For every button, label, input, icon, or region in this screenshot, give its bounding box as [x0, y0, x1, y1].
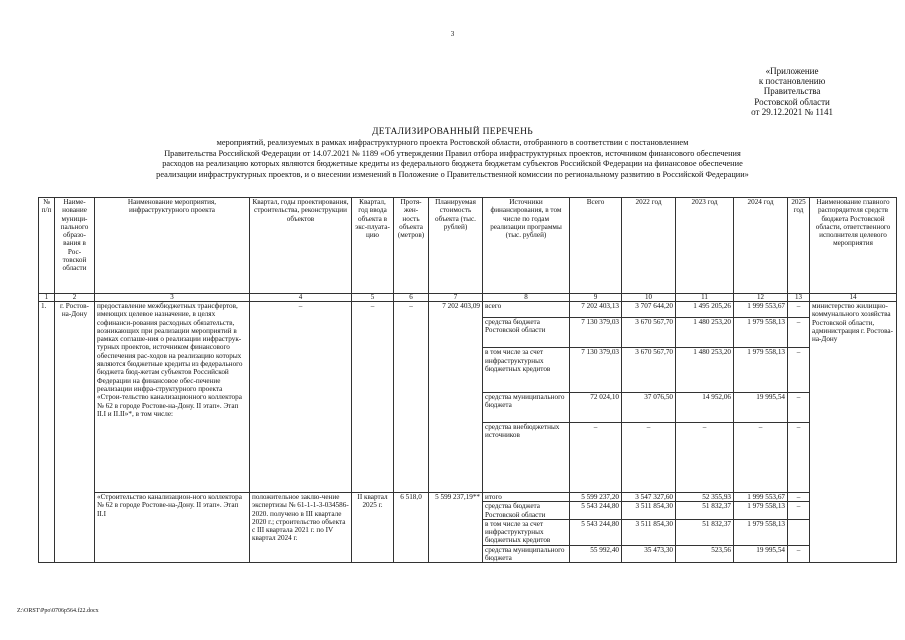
- value-cell: 7 130 379,03: [570, 317, 622, 347]
- column-number: 7: [429, 294, 483, 302]
- value-cell: 37 076,50: [622, 392, 676, 422]
- header-cell: 2023 год: [676, 198, 734, 294]
- header-cell: 2022 год: [622, 198, 676, 294]
- column-number: 6: [394, 294, 429, 302]
- table-row: [39, 493, 897, 502]
- column-number: 2: [55, 294, 95, 302]
- value-cell: –: [788, 348, 810, 393]
- header-cell: Наименование мероприятия, инфраструктурного проекта: [95, 198, 250, 294]
- column-number: 4: [250, 294, 352, 302]
- page-number: 3: [450, 30, 455, 38]
- value-cell: 1 999 553,67: [734, 493, 788, 502]
- source-label: средства муниципального бюджета: [483, 392, 570, 422]
- cost-cell: 7 202 403,09: [429, 302, 483, 493]
- value-cell: 3 511 854,30: [622, 502, 676, 520]
- value-cell: 1 495 205,26: [676, 302, 734, 318]
- value-cell: 19 995,54: [734, 545, 788, 563]
- file-path-footer: Z:\ORST\Ppo\0706p564.f22.docx: [17, 608, 99, 614]
- subtitle-line: Правительства Российской Федерации от 14.07.2021 № 1189 «Об утверждении Правил отбора инфраструктурных проектов, источником финансового обеспечения: [164, 148, 741, 158]
- measure-cell: «Строительство канализацион-ного коллектора № 62 в городе Ростове-на-Дону. II этап». Этап II.I: [95, 493, 250, 563]
- value-cell: 51 832,37: [676, 502, 734, 520]
- column-number: 1: [39, 294, 55, 302]
- value-cell: 1 480 253,20: [676, 317, 734, 347]
- value-cell: 14 952,06: [676, 392, 734, 422]
- value-cell: 5 543 244,80: [570, 502, 622, 520]
- source-label: в том числе за счет инфраструктурных бюджетных кредитов: [483, 519, 570, 545]
- value-cell: 3 670 567,70: [622, 348, 676, 393]
- header-cell: 2025 год: [788, 198, 810, 294]
- appendix-line: Правительства: [763, 86, 821, 97]
- row-number: 1.: [39, 302, 55, 563]
- commission-cell: II квартал 2025 г.: [352, 493, 394, 563]
- measure-cell: предоставление межбюджетных трансфертов, имеющих целевое назначение, в целях софинанси-рования расходных обязательств, возникающих при реализации мероприятий в рамках соглаше-ния о реализации инфраструк-турных проектов, источником финансового обеспечения рас-ходов на реализацию которых являются бюджетные кредиты из федерального бюджета бюд-жетам субъектов Российской Федерации на финансовое обес-печение реализации инфра-структурного проекта «Строи-тельство канализационного коллектора № 62 в городе Ростове-на-Дону. II этап». Этап II.I и II.II»*, в том числе:: [95, 302, 250, 493]
- value-cell: 5 599 237,20: [570, 493, 622, 502]
- value-cell: –: [788, 392, 810, 422]
- value-cell: 3 707 644,20: [622, 302, 676, 318]
- subtitle-line: расходов на реализацию которых являются бюджетные кредиты из федерального бюджета бюджетам субъектов Российской Федерации на финансовое обеспечение: [162, 159, 743, 169]
- value-cell: 7 202 403,13: [570, 302, 622, 318]
- header-cell: № п/п: [39, 198, 55, 294]
- header-cell: 2024 год: [734, 198, 788, 294]
- value-cell: 72 024,10: [570, 392, 622, 422]
- source-label: средства бюджета Ростовской области: [483, 317, 570, 347]
- header-cell: Наименование главного распорядителя средств бюджета Ростовской области, ответственного исполнителя целевого мероприятия: [810, 198, 897, 294]
- appendix-line: Ростовской области: [754, 96, 830, 107]
- length-cell: 6 518,0: [394, 493, 429, 563]
- column-number: 5: [352, 294, 394, 302]
- value-cell: 52 355,93: [676, 493, 734, 502]
- value-cell: 51 832,37: [676, 519, 734, 545]
- value-cell: 3 547 327,60: [622, 493, 676, 502]
- column-number: 10: [622, 294, 676, 302]
- value-cell: 35 473,30: [622, 545, 676, 563]
- header-cell: Квартал, годы проектирования, строительства, реконструкции объектов: [250, 198, 352, 294]
- cost-cell: 5 599 237,19**: [429, 493, 483, 563]
- value-cell: –: [570, 423, 622, 493]
- subtitle-line: мероприятий, реализуемых в рамках инфраструктурного проекта Ростовской области, отобранного в соответствии с постановлением: [216, 138, 689, 147]
- subtitle-line: реализации инфраструктурных проектов, и о внесении изменений в Положение о Правительственной комиссии по региональному развитию в Российской Федерации»: [156, 169, 749, 179]
- value-cell: –: [788, 423, 810, 493]
- value-cell: 1 999 553,67: [734, 302, 788, 318]
- value-cell: 1 979 558,13: [734, 348, 788, 393]
- value-cell: –: [788, 302, 810, 318]
- header-cell: Квартал, год ввода объекта в экс-плуата-цию: [352, 198, 394, 294]
- appendix-line: от 29.12.2021 № 1141: [751, 106, 833, 117]
- table-header-row: [39, 198, 897, 294]
- header-cell: Источники финансирования, в том числе по годам реализации программы (тыс. рублей): [483, 198, 570, 294]
- value-cell: 1 480 253,20: [676, 348, 734, 393]
- source-label: средства муниципального бюджета: [483, 545, 570, 563]
- header-cell: Всего: [570, 198, 622, 294]
- column-number: 8: [483, 294, 570, 302]
- column-number: 11: [676, 294, 734, 302]
- column-number: 9: [570, 294, 622, 302]
- value-cell: 1 979 558,13: [734, 502, 788, 520]
- value-cell: –: [788, 317, 810, 347]
- column-number: 3: [95, 294, 250, 302]
- value-cell: –: [788, 493, 810, 502]
- header-cell: Наиме-нование муници-пального образо-вания в Рос-товской области: [55, 198, 95, 294]
- value-cell: 7 130 379,03: [570, 348, 622, 393]
- value-cell: –: [676, 423, 734, 493]
- document-title: ДЕТАЛИЗИРОВАННЫЙ ПЕРЕЧЕНЬ: [371, 127, 534, 137]
- value-cell: –: [622, 423, 676, 493]
- value-cell: 523,56: [676, 545, 734, 563]
- appendix-line: «Приложение: [765, 66, 819, 76]
- value-cell: 55 992,40: [570, 545, 622, 563]
- length-cell: –: [394, 302, 429, 493]
- value-cell: 1 979 558,13: [734, 317, 788, 347]
- value-cell: –: [788, 545, 810, 563]
- appendix-line: к постановлению: [758, 76, 826, 87]
- measures-table: [38, 197, 897, 563]
- column-number: 14: [810, 294, 897, 302]
- value-cell: [788, 519, 810, 545]
- value-cell: 3 670 567,70: [622, 317, 676, 347]
- value-cell: 5 543 244,80: [570, 519, 622, 545]
- value-cell: –: [788, 502, 810, 520]
- header-cell: Планируемая стоимость объекта (тыс. рублей): [429, 198, 483, 294]
- quarters-cell: положительное заклю-чение экспертизы № 61-1-1-3-034586-2020. получено в III квартале 2020 г.; строительство объекта с III квартала 2021 г. по IV квартал 2024 г.: [250, 493, 352, 563]
- value-cell: 3 511 854,30: [622, 519, 676, 545]
- municipality-cell: г. Ростов-на-Дону: [55, 302, 95, 563]
- commission-cell: –: [352, 302, 394, 493]
- appendix-block: [751, 66, 833, 117]
- source-label: в том числе за счет инфраструктурных бюджетных кредитов: [483, 348, 570, 393]
- table-row: [39, 302, 897, 318]
- column-number: 13: [788, 294, 810, 302]
- value-cell: 1 979 558,13: [734, 519, 788, 545]
- source-label: средства бюджета Ростовской области: [483, 502, 570, 520]
- quarters-cell: –: [250, 302, 352, 493]
- source-label: итого: [483, 493, 570, 502]
- header-cell: Протя-жен-ность объекта (метров): [394, 198, 429, 294]
- column-number: 12: [734, 294, 788, 302]
- source-label: средства внебюджетных источников: [483, 423, 570, 493]
- value-cell: –: [734, 423, 788, 493]
- source-label: всего: [483, 302, 570, 318]
- manager-cell: министерство жилищно-коммунального хозяйства Ростовской области, администрация г. Ростова-на-Дону: [810, 302, 897, 563]
- value-cell: 19 995,54: [734, 392, 788, 422]
- column-number-row: [39, 294, 897, 302]
- document-subtitle: [66, 138, 839, 180]
